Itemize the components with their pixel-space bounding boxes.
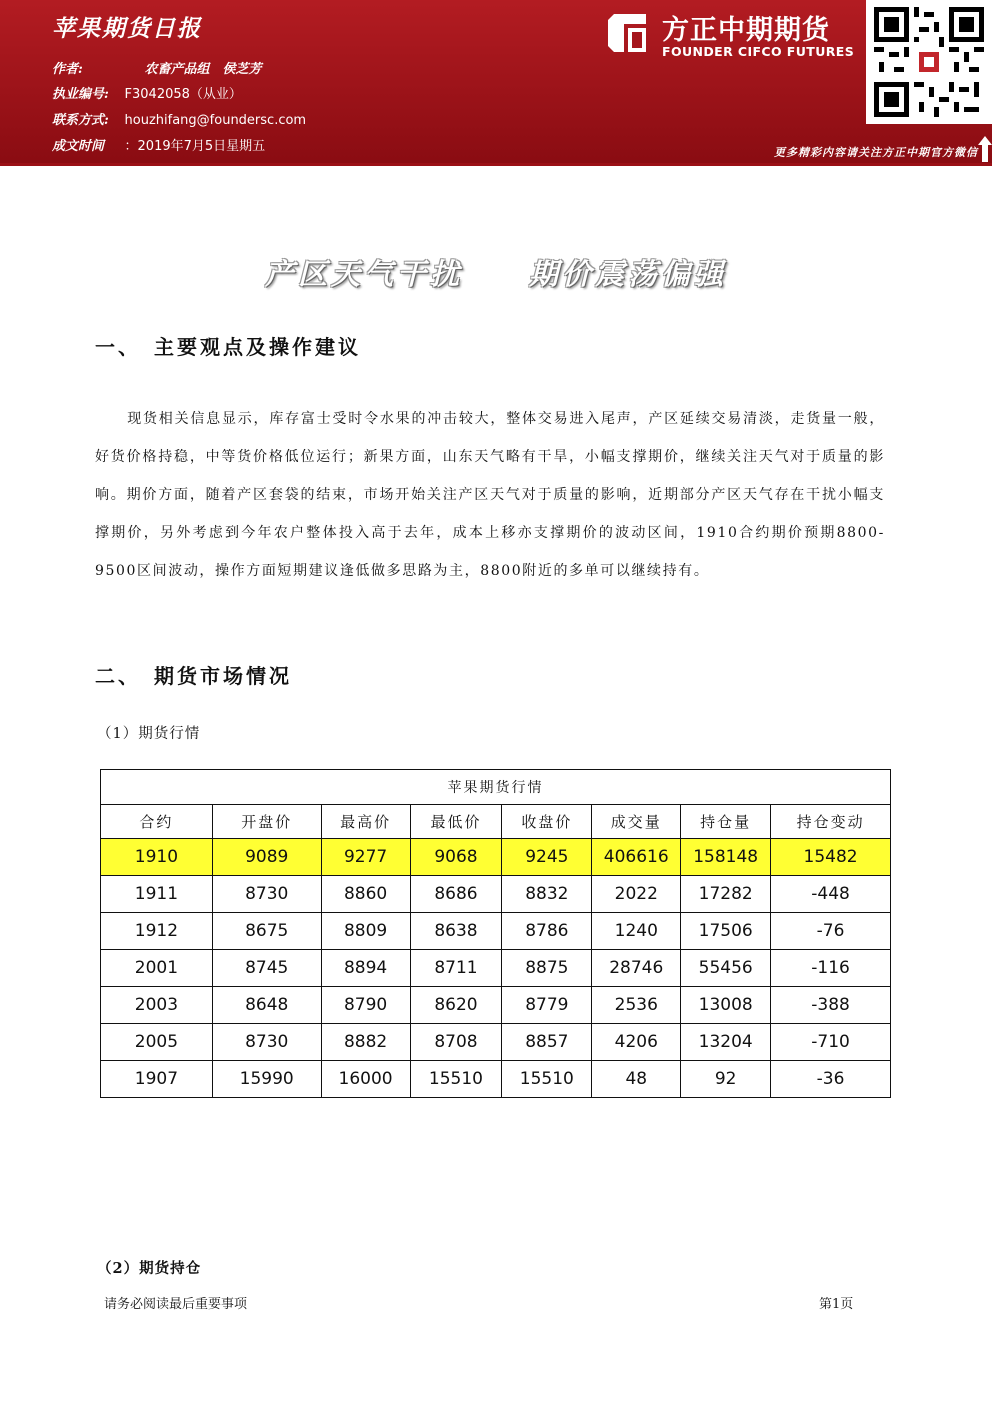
table-cell: 8832 — [502, 876, 592, 913]
table-cell: 15482 — [771, 839, 891, 876]
subheading-positions: （2）期货持仓 — [97, 1260, 202, 1277]
contact-label: 联系方式: — [52, 113, 109, 128]
contact-email[interactable]: houzhifang@foundersc.com — [124, 113, 307, 128]
table-cell: 8711 — [410, 950, 502, 987]
table-cell: 13008 — [681, 987, 771, 1024]
table-cell: 9277 — [321, 839, 410, 876]
column-header: 收盘价 — [502, 805, 592, 839]
author-value: 农畜产品组 侯芝芳 — [144, 62, 262, 77]
date-label: 成文时间 — [52, 139, 105, 154]
author-label: 作者: — [52, 62, 83, 77]
date-value: ：2019年7月5日星期五 — [124, 139, 266, 154]
column-header: 合约 — [101, 805, 213, 839]
license-value: F3042058（从业） — [124, 87, 242, 102]
table-cell: 8809 — [321, 913, 410, 950]
futures-quotes-table — [100, 769, 891, 1098]
founder-logo-icon — [604, 10, 650, 56]
table-cell: 8686 — [410, 876, 502, 913]
column-header: 成交量 — [592, 805, 681, 839]
license-label: 执业编号: — [52, 87, 109, 102]
date-line — [52, 135, 265, 154]
table-cell: 8638 — [410, 913, 502, 950]
table-cell: 1912 — [101, 913, 213, 950]
column-header: 持仓量 — [681, 805, 771, 839]
table-row — [101, 839, 891, 876]
table-cell: 8790 — [321, 987, 410, 1024]
qr-code-icon — [874, 6, 984, 118]
table-cell: 1907 — [101, 1061, 213, 1098]
table-cell: 17506 — [681, 913, 771, 950]
table-cell: 8894 — [321, 950, 410, 987]
table-cell: 28746 — [592, 950, 681, 987]
table-cell: 9089 — [212, 839, 321, 876]
logo-chinese-name: 方正中期期货 — [662, 15, 830, 46]
table-cell: 15510 — [502, 1061, 592, 1098]
table-cell: 8648 — [212, 987, 321, 1024]
table-cell: 48 — [592, 1061, 681, 1098]
table-cell: 55456 — [681, 950, 771, 987]
table-cell: 1910 — [101, 839, 213, 876]
table-cell: 8779 — [502, 987, 592, 1024]
table-cell: -36 — [771, 1061, 891, 1098]
table-cell: 2003 — [101, 987, 213, 1024]
table-cell: 8708 — [410, 1024, 502, 1061]
subheading-quotes: （1）期货行情 — [97, 726, 201, 742]
table-cell: 8730 — [212, 876, 321, 913]
table-caption: 苹果期货行情 — [101, 770, 891, 805]
table-cell: 16000 — [321, 1061, 410, 1098]
table-body — [101, 839, 891, 1098]
table-cell: 8745 — [212, 950, 321, 987]
table-cell: -448 — [771, 876, 891, 913]
wechat-follow-note: 更多精彩内容请关注方正中期官方微信 — [774, 146, 978, 159]
report-title: 苹果期货日报 — [52, 15, 202, 42]
table-cell: 8875 — [502, 950, 592, 987]
license-line — [52, 83, 242, 102]
table-row — [101, 987, 891, 1024]
report-headline: 产区天气干扰 期价震荡偏强 — [264, 257, 727, 291]
footer-disclaimer-note: 请务必阅读最后重要事项 — [104, 1297, 248, 1312]
table-row — [101, 1061, 891, 1098]
table-cell: 406616 — [592, 839, 681, 876]
wechat-qr-code[interactable] — [866, 0, 992, 124]
table-cell: 9245 — [502, 839, 592, 876]
table-cell: -116 — [771, 950, 891, 987]
table-cell: -388 — [771, 987, 891, 1024]
table-cell: 15510 — [410, 1061, 502, 1098]
table-cell: 2536 — [592, 987, 681, 1024]
table-cell: 13204 — [681, 1024, 771, 1061]
company-logo — [600, 6, 862, 66]
table-cell: 4206 — [592, 1024, 681, 1061]
column-header: 最高价 — [321, 805, 410, 839]
footer-page-number: 第1页 — [819, 1297, 854, 1312]
header-divider — [0, 163, 992, 173]
table-cell: 1911 — [101, 876, 213, 913]
section-heading-views: 一、 主要观点及操作建议 — [95, 335, 361, 359]
table-row — [101, 950, 891, 987]
table-cell: 15990 — [212, 1061, 321, 1098]
table-cell: 9068 — [410, 839, 502, 876]
table-row — [101, 876, 891, 913]
column-header: 开盘价 — [212, 805, 321, 839]
table-cell: 158148 — [681, 839, 771, 876]
table-row — [101, 1024, 891, 1061]
contact-line — [52, 109, 306, 128]
table-cell: 92 — [681, 1061, 771, 1098]
column-header: 最低价 — [410, 805, 502, 839]
table-cell: 2005 — [101, 1024, 213, 1061]
views-paragraph-text: 现货相关信息显示，库存富士受时令水果的冲击较大，整体交易进入尾声，产区延续交易清淡，走货量一般，好货价格持稳，中等货价格低位运行；新果方面，山东天气略有干旱，小幅支撑期价，继续关注天气对于质量的影响。期价方面，随着产区套袋的结束，市场开始关注产区天气对于质量的影响，近期部分产区天气存在干扰小幅支撑期价，另外考虑到今年农户整体投入高于去年，成本上移亦支撑期价的波动区间，1910合约期价预期8800-9500区间波动，操作方面短期建议逢低做多思路为主，8800附近的多单可以继续持有。 — [95, 411, 885, 579]
section-heading-market: 二、 期货市场情况 — [95, 664, 292, 688]
table-cell: 8860 — [321, 876, 410, 913]
table-cell: 8857 — [502, 1024, 592, 1061]
author-line — [52, 58, 262, 77]
table-cell: 2022 — [592, 876, 681, 913]
arrow-up-icon — [978, 136, 992, 162]
table-cell: 8882 — [321, 1024, 410, 1061]
table-cell: 8730 — [212, 1024, 321, 1061]
table-header-row — [101, 805, 891, 839]
table-row — [101, 913, 891, 950]
views-paragraph — [95, 400, 885, 590]
table-cell: 1240 — [592, 913, 681, 950]
table-cell: 2001 — [101, 950, 213, 987]
table-cell: 8786 — [502, 913, 592, 950]
table-cell: -710 — [771, 1024, 891, 1061]
logo-english-name: FOUNDER CIFCO FUTURES — [662, 44, 855, 59]
table-cell: -76 — [771, 913, 891, 950]
table-cell: 8675 — [212, 913, 321, 950]
report-header-band — [0, 0, 992, 163]
table-cell: 8620 — [410, 987, 502, 1024]
table-cell: 17282 — [681, 876, 771, 913]
column-header: 持仓变动 — [771, 805, 891, 839]
